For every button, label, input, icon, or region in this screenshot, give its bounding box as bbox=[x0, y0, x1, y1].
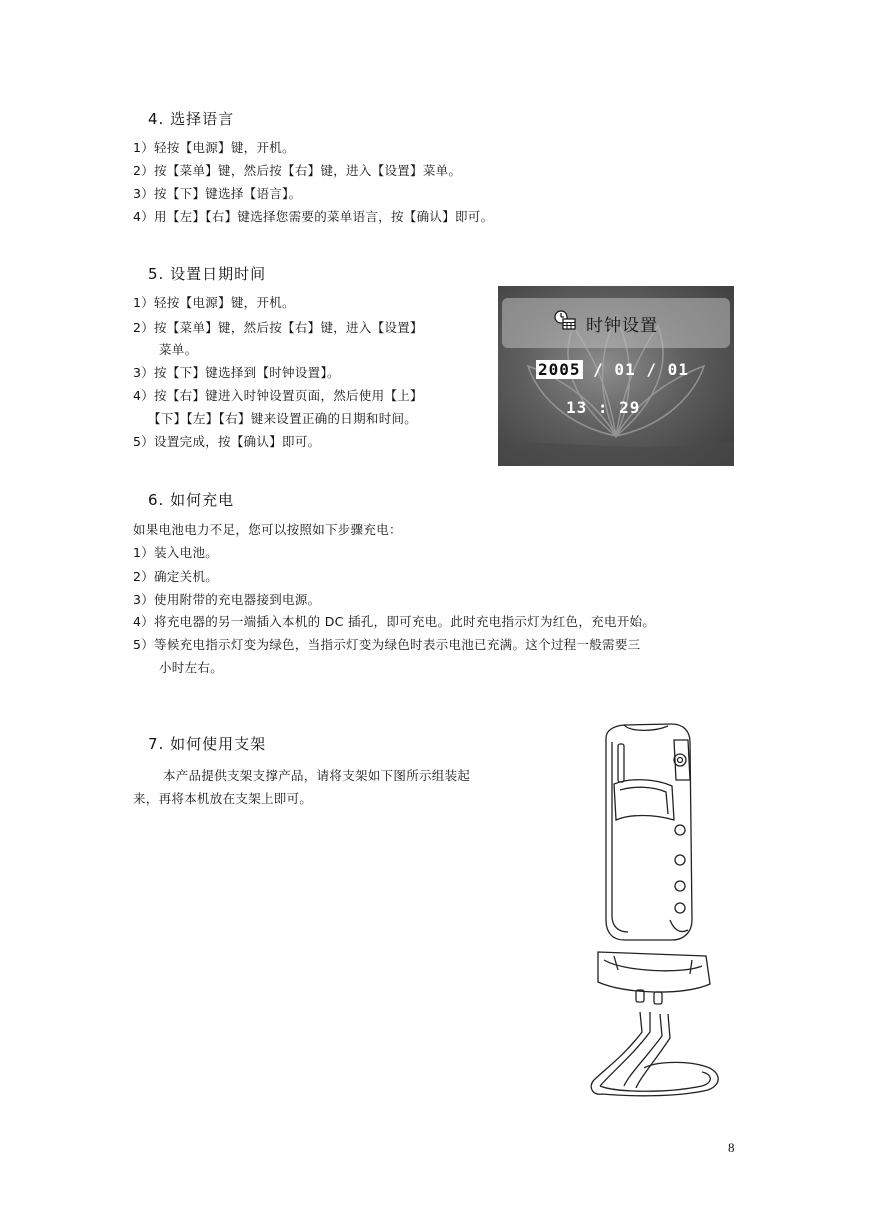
section-5-heading: 5. 设置日期时间 bbox=[148, 265, 267, 283]
section-6-line-4: 4）将充电器的另一端插入本机的 DC 插孔，即可充电。此时充电指示灯为红色，充电开始。 bbox=[133, 614, 656, 629]
section-5-line-2-cont: 菜单。 bbox=[159, 342, 198, 357]
section-6-line-3: 3）使用附带的充电器接到电源。 bbox=[133, 592, 321, 607]
year-field: 2005 bbox=[538, 360, 581, 379]
section-6-line-1: 1）装入电池。 bbox=[133, 545, 219, 560]
section-4-line-4: 4）用【左】【右】键选择您需要的菜单语言，按【确认】即可。 bbox=[133, 209, 494, 224]
date-value bbox=[536, 360, 689, 379]
section-4-line-3: 3）按【下】键选择【语言】。 bbox=[133, 186, 302, 201]
section-6-intro: 如果电池电力不足，您可以按照如下步骤充电： bbox=[133, 522, 402, 537]
section-5-line-1: 1）轻按【电源】键，开机。 bbox=[133, 295, 295, 310]
page-number: 8 bbox=[728, 1140, 735, 1155]
month-day-field: / 01 / 01 bbox=[582, 360, 689, 379]
section-7-paragraph-line-2: 来，再将本机放在支架上即可。 bbox=[133, 791, 313, 806]
section-6-line-5-cont: 小时左右。 bbox=[159, 660, 224, 675]
section-4-line-2: 2）按【菜单】键，然后按【右】键，进入【设置】菜单。 bbox=[133, 163, 462, 178]
section-5-line-4: 4）按【右】键进入时钟设置页面，然后使用【上】 bbox=[133, 388, 423, 403]
camera-stand-illustration bbox=[584, 720, 724, 1100]
section-6-heading: 6. 如何充电 bbox=[148, 491, 235, 509]
section-5-line-2: 2）按【菜单】键，然后按【右】键，进入【设置】 bbox=[133, 320, 423, 335]
time-value: 13 : 29 bbox=[566, 398, 641, 417]
clock-settings-screenshot bbox=[498, 286, 734, 466]
section-5-line-4-cont: 【下】【左】【右】键来设置正确的日期和时间。 bbox=[148, 411, 418, 426]
section-5-line-3: 3）按【下】键选择到【时钟设置】。 bbox=[133, 365, 340, 380]
section-5-line-5: 5）设置完成，按【确认】即可。 bbox=[133, 434, 321, 449]
section-4-heading: 4. 选择语言 bbox=[148, 110, 235, 128]
section-7-paragraph-line-1: 本产品提供支架支撑产品，请将支架如下图所示组装起 bbox=[163, 768, 471, 783]
section-6-line-2: 2）确定关机。 bbox=[133, 569, 219, 584]
clock-settings-icon bbox=[554, 310, 576, 330]
section-4-line-1: 1）轻按【电源】键，开机。 bbox=[133, 140, 295, 155]
clock-settings-title: 时钟设置 bbox=[586, 316, 658, 336]
section-6-line-5: 5）等候充电指示灯变为绿色，当指示灯变为绿色时表示电池已充满。这个过程一般需要三 bbox=[133, 637, 641, 652]
section-7-heading: 7. 如何使用支架 bbox=[148, 735, 267, 753]
